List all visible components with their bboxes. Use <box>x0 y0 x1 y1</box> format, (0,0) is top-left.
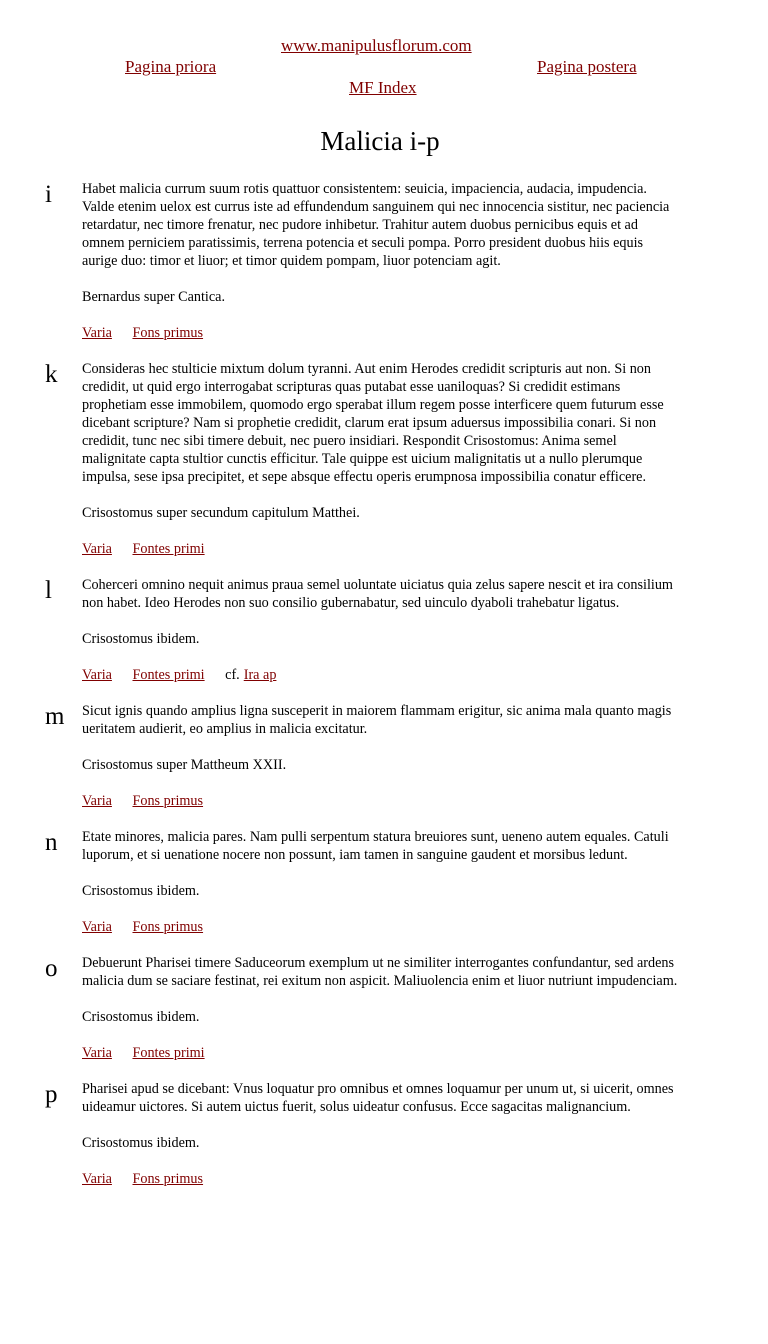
entry-text: Pharisei apud se dicebant: Vnus loquatur pro omnibus et omnes loquamur per unum ut, si uicerit, omnes uideamur uictores. Si autem uictus fuerit, solus uideatur confusus. Ecce sagacitas malignancium. <box>82 1081 674 1115</box>
fons-link[interactable]: Fons primus <box>132 919 204 935</box>
cf-link[interactable]: Ira ap <box>243 667 277 683</box>
entry-source: Crisostomus ibidem. <box>82 883 200 899</box>
fons-link[interactable]: Fontes primi <box>132 1045 205 1061</box>
varia-link[interactable]: Varia <box>82 667 112 683</box>
entry-text: Consideras hec stulticie mixtum dolum tyranni. Aut enim Herodes credidit scripturis aut non. Si non credidit, ut quid ergo interrogabat scripturas quas putabat esse uaniloquas? Si credidit estimans prophetiam esse immobilem, quomodo ergo sperabat illum regem posse interficere quem futurum esse dicebant scripture? Nam si prophetie credidit, clarum erat ipsum aduersus impossibilia conari. Si non credidit, tunc nec sibi timere debuit, nec puero insidiari. Respondit Crisostomus: Anima semel malignitate capta stultior cunctis efficitur. Tale quippe est uicium malignitatis ut a nullo plerumque impulsa, sese ipsa precipitet, et sepe absque effectu operis erumpnosa impossibilia conatur efficere. <box>82 361 664 485</box>
entry-links <box>82 540 682 558</box>
entry-links <box>82 792 682 810</box>
entry-letter: i <box>45 181 52 208</box>
entry-text: Sicut ignis quando amplius ligna susceperit in maiorem flammam erigitur, sic anima mala quanto magis ueritatem audierit, eo amplius in malicia excitatur. <box>82 703 672 737</box>
entry-o <box>0 954 682 1062</box>
entry-source: Crisostomus super secundum capitulum Matthei. <box>82 505 360 521</box>
entry-letter: n <box>45 829 58 856</box>
entry-letter: p <box>45 1081 58 1108</box>
previous-page-link[interactable]: Pagina priora <box>125 57 217 76</box>
entry-links <box>82 324 682 342</box>
entry-source: Crisostomus super Mattheum XXII. <box>82 757 287 773</box>
next-page-link[interactable]: Pagina postera <box>537 57 637 76</box>
entry-letter: m <box>45 703 65 730</box>
entry-text: Coherceri omnino nequit animus praua semel uoluntate uiciatus quia zelus sapere nescit et ira consilium non habet. Ideo Herodes non suo consilio gubernabatur, sed uinculo dyaboli trahebatur ligatus. <box>82 577 673 611</box>
varia-link[interactable]: Varia <box>82 541 112 557</box>
entry-text: Debuerunt Pharisei timere Saduceorum exemplum ut ne similiter interrogantes confundantur, sed ardens malicia dum se saciare festinat, rei exitum non aspicit. Maliuolencia enim et liuor nutriunt impudenciam. <box>82 955 678 989</box>
page-title: Malicia i-p <box>320 126 440 156</box>
varia-link[interactable]: Varia <box>82 325 112 341</box>
fons-link[interactable]: Fontes primi <box>132 667 205 683</box>
entry-links <box>82 918 682 936</box>
top-navigation <box>0 34 768 100</box>
entry-source: Crisostomus ibidem. <box>82 1135 200 1151</box>
entry-letter: k <box>45 361 58 388</box>
entry-l <box>0 576 682 684</box>
entry-text: Habet malicia currum suum rotis quattuor consistentem: seuicia, impaciencia, audacia, impudencia. Valde etenim uelox est currus iste ad effundendum sanguinem qui nec innocencia sistitur, nec paciencia retardatur, nec timore frenatur, nec pudore inhibetur. Trahitur autem duobus pernicibus equis et ad omnem perniciem paratissimis, terrena potencia et seculi pompa. Porro president duobus hiis equis aurige duo: timor et liuor; et timor quidem pompam, liuor potenciam agit. <box>82 181 670 269</box>
entry-links <box>82 1044 682 1062</box>
entry-k <box>0 360 682 558</box>
entry-links <box>82 1170 682 1188</box>
varia-link[interactable]: Varia <box>82 1045 112 1061</box>
fons-link[interactable]: Fontes primi <box>132 541 205 557</box>
entry-letter: l <box>45 577 52 604</box>
varia-link[interactable]: Varia <box>82 793 112 809</box>
entry-letter: o <box>45 955 58 982</box>
entry-links <box>82 666 682 684</box>
entry-i <box>0 180 682 342</box>
site-home-link[interactable]: www.manipulusflorum.com <box>281 36 472 55</box>
entry-n <box>0 828 682 936</box>
entry-m <box>0 702 682 810</box>
entry-source: Bernardus super Cantica. <box>82 289 226 305</box>
fons-link[interactable]: Fons primus <box>132 325 204 341</box>
index-link[interactable]: MF Index <box>349 78 417 97</box>
varia-link[interactable]: Varia <box>82 919 112 935</box>
entry-source: Crisostomus ibidem. <box>82 631 200 647</box>
entry-text: Etate minores, malicia pares. Nam pulli serpentum statura breuiores sunt, ueneno autem equales. Catuli luporum, et si uenatione nocere non possunt, iam tamen in sanguine gaudent et morsibus ledunt. <box>82 829 669 863</box>
cf-label: cf. <box>225 667 240 683</box>
varia-link[interactable]: Varia <box>82 1171 112 1187</box>
entries-list <box>0 180 768 1206</box>
entry-source: Crisostomus ibidem. <box>82 1009 200 1025</box>
fons-link[interactable]: Fons primus <box>132 1171 204 1187</box>
entry-p <box>0 1080 682 1188</box>
fons-link[interactable]: Fons primus <box>132 793 204 809</box>
